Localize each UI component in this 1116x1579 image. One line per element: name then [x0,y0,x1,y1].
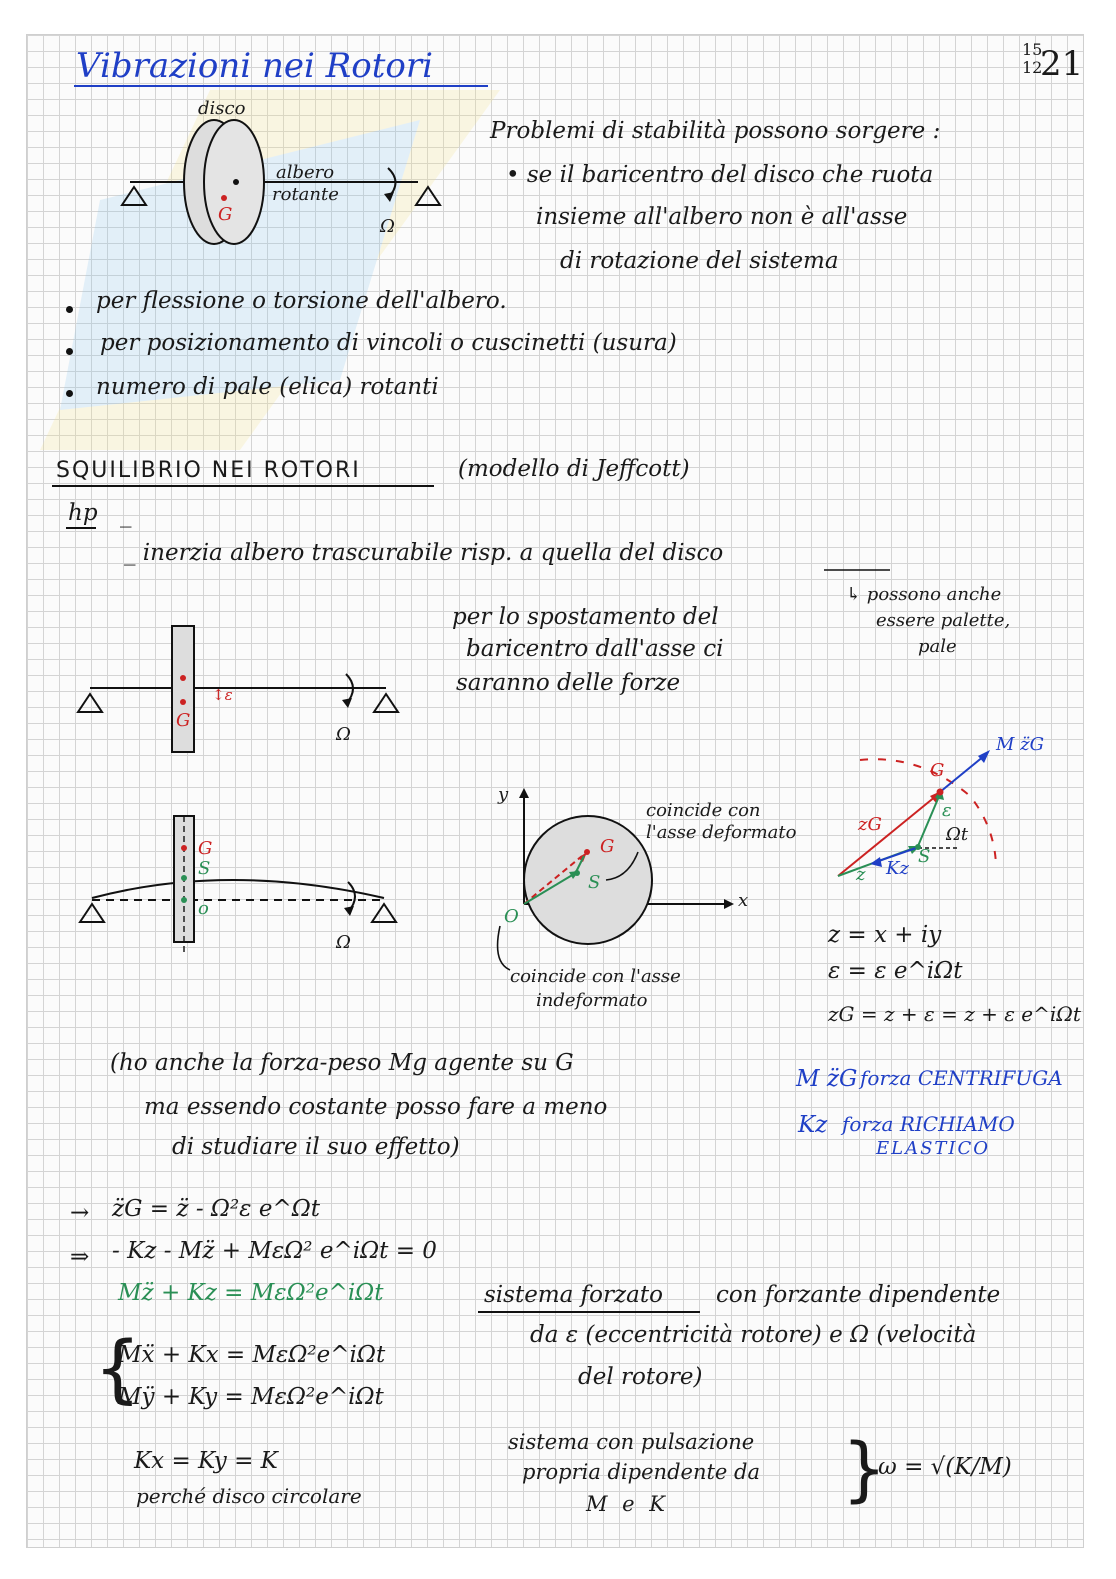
fig3-g-label: G [198,838,213,859]
fig5-omega-t-label: Ωt [946,824,969,845]
section-title: SQUILIBRIO NEI ROTORI [56,458,361,483]
natural-line1: sistema con pulsazione [508,1430,755,1454]
bullet-dot [66,306,73,313]
deflected-shaft-figure [78,812,408,962]
fig3-omega-label: Ω [336,932,351,953]
intro-bullet3: per posizionamento di vincoli o cuscinetti (usura) [100,330,677,356]
page-title: Vibrazioni nei Rotori [76,46,433,86]
fig5-s-label: S [918,846,931,867]
elastic-symbol: Kz [798,1112,828,1138]
intro-bullet1-line1: • se il baricentro del disco che ruota [506,162,934,188]
fig4-g-label: G [600,836,615,857]
fig3-s-label: S [198,858,211,879]
centrifugal-symbol: M z̈G [796,1066,858,1092]
section-title-underline [52,484,442,490]
title-underline [74,84,494,90]
stiffness-equation: Kx = Ky = K [134,1448,278,1474]
fig4-o-label: O [504,906,519,927]
section-subtitle: (modello di Jeffcott) [458,456,690,482]
hp-underline [66,526,98,530]
note-line3: pale [918,636,957,657]
page-number-top: 15 [1022,40,1043,59]
fig5-zg-label: zG [858,814,882,835]
intro-bullet2: per flessione o torsione dell'albero. [96,288,507,314]
fig2-eps-label: ↕ε [212,686,233,704]
derivation-arrow-2: ⇒ [70,1244,90,1270]
fig4-x-label: x [738,890,749,911]
intro-bullet1-line3: di rotazione del sistema [560,248,839,274]
fig4-note-undeformed-2: indeformato [536,990,648,1011]
fig5-kz-label: Kz [886,858,909,879]
forced-line3: del rotore) [578,1364,703,1390]
derivation-line-3: Mz̈ + Kz = MεΩ²e^iΩt [118,1280,384,1306]
fig5-m-label: M z̈G [996,734,1045,755]
forced-title: sistema forzato [484,1282,663,1308]
note-line2: essere palette, [876,610,1011,631]
fig5-z-label: z [856,864,866,885]
disco-underline [824,568,894,572]
intro-heading: Problemi di stabilità possono sorgere : [490,118,941,144]
disc-omega-label: Ω [380,216,395,237]
page-number-bottom: 12 [1022,58,1043,77]
disc-g-label: G [218,204,233,225]
fig3-o-label: o [198,898,209,919]
intro-bullet4: numero di pale (elica) rotanti [96,374,439,400]
shaft-label-1: albero [276,162,335,183]
page-number-big: 21 [1040,44,1084,84]
centrifugal-text: forza CENTRIFUGA [860,1066,1063,1090]
fig4-note-deformed-1: coincide con [646,800,761,821]
weight-note-line2: ma essendo costante posso fare a meno [144,1094,608,1120]
weight-note-line3: di studiare il suo effetto) [172,1134,460,1160]
intro-bullet1-line2: insieme all'albero non è all'asse [536,204,908,230]
bullet-dot [66,390,73,397]
forced-title-underline [478,1310,704,1314]
fig2-caption-line1: per lo spostamento del [452,604,719,630]
elastic-text-1: forza RICHIAMO [842,1112,1015,1136]
fig4-y-label: y [498,784,509,805]
equation-z: z = x + iy [828,922,942,948]
fig2-g-label: G [176,710,191,731]
weight-note-line1: (ho anche la forza-peso Mg agente su G [110,1050,574,1076]
disc-label: disco [198,98,246,119]
fig2-omega-label: Ω [336,724,351,745]
disc-offset-figure [76,624,406,764]
natural-line2: propria dipendente da [522,1460,760,1484]
natural-line3: M e K [586,1492,669,1516]
system-equation-2: Mÿ + Ky = MεΩ²e^iΩt [118,1384,384,1410]
system-equation-1: Mẍ + Kx = MεΩ²e^iΩt [118,1342,386,1368]
derivation-arrow-1: → [70,1200,90,1226]
fig4-s-label: S [588,872,601,893]
omega-formula: ω = √(K/M) [878,1454,1012,1480]
note-line1: ↳ possono anche [846,584,1002,605]
equation-epsilon: ε = ε e^iΩt [828,958,963,984]
forced-line1-rest: con forzante dipendente [716,1282,1001,1308]
fig2-caption-line3: saranno delle forze [456,670,681,696]
natural-brace: } [842,1428,887,1510]
forced-line2: da ε (eccentricità rotore) e Ω (velocità [530,1322,977,1348]
elastic-text-2: ELASTICO [876,1138,991,1159]
fig4-note-undeformed-1: coincide con l'asse [510,966,681,987]
stiffness-reason: perché disco circolare [136,1484,362,1508]
hp-item: _ inerzia albero trascurabile risp. a quella del disco [124,540,724,566]
derivation-line-2: - Kz - Mz̈ + MεΩ² e^iΩt = 0 [112,1238,437,1264]
fig5-g-label: G [930,760,945,781]
fig4-note-deformed-2: l'asse deformato [646,822,797,843]
hp-dash: _ [120,502,132,528]
hp-label: hp [68,500,98,526]
system-brace: { [94,1326,142,1412]
derivation-line-1: z̈G = z̈ - Ω²ε e^Ωt [112,1196,321,1222]
shaft-label-2: rotante [272,184,339,205]
fig2-caption-line2: baricentro dall'asse ci [466,636,724,662]
fig5-eps-label: ε [942,800,952,821]
equation-zg: zG = z + ε = z + ε e^iΩt [828,1002,1081,1026]
bullet-dot [66,348,73,355]
